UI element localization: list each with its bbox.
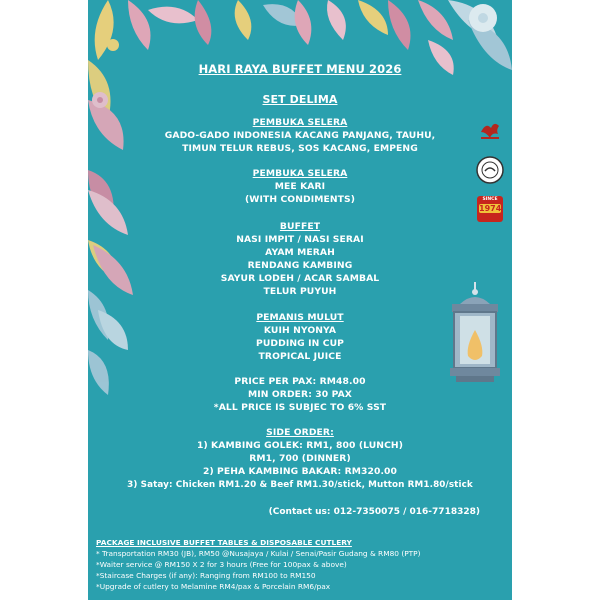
package-heading: PACKAGE INCLUSIVE BUFFET TABLES & DISPOSABLE CUTLERY — [96, 538, 352, 547]
section-heading: PEMANIS MULUT — [256, 312, 344, 323]
package-note: * Transportation RM30 (JB), RM50 @Nusajaya / Kulai / Senai/Pasir Gudang & RM80 (PTP) — [96, 549, 421, 558]
side-order-item: 1) KAMBING GOLEK: RM1, 800 (LUNCH) — [196, 440, 404, 451]
min-order: MIN ORDER: 30 PAX — [248, 389, 352, 400]
menu-poster — [88, 0, 512, 600]
side-order-item: RM1, 700 (DINNER) — [249, 453, 351, 464]
menu-item: MEE KARI — [274, 181, 326, 192]
badge-since-text: SINCE — [482, 197, 498, 202]
menu-item: PUDDING IN CUP — [256, 338, 344, 349]
section-heading: PEMBUKA SELERA — [252, 168, 348, 179]
sst-note: *ALL PRICE IS SUBJEC TO 6% SST — [213, 402, 387, 413]
menu-item: AYAM MERAH — [265, 247, 335, 258]
package-note: *Upgrade of cutlery to Melamine RM4/pax & Porcelain RM6/pax — [96, 582, 331, 591]
set-name: SET DELIMA — [262, 93, 338, 106]
menu-item: SAYUR LODEH / ACAR SAMBAL — [220, 273, 380, 284]
side-order-item: 2) PEHA KAMBING BAKAR: RM320.00 — [202, 466, 398, 477]
menu-title: HARI RAYA BUFFET MENU 2026 — [198, 62, 402, 76]
menu-item: NASI IMPIT / NASI SERAI — [236, 234, 364, 245]
price-per-pax: PRICE PER PAX: RM48.00 — [234, 376, 366, 387]
contact-info: (Contact us: 012-7350075 / 016-7718328) — [268, 507, 480, 517]
menu-item: RENDANG KAMBING — [247, 260, 353, 271]
side-order-heading: SIDE ORDER: — [266, 427, 334, 438]
package-note: *Staircase Charges (if any): Ranging from RM100 to RM150 — [96, 571, 316, 580]
menu-item: GADO-GADO INDONESIA KACANG PANJANG, TAUHU, — [164, 130, 436, 141]
package-note: *Waiter service @ RM150 X 2 for 3 hours (Free for 100pax & above) — [96, 560, 347, 569]
menu-item: KUIH NYONYA — [263, 325, 337, 336]
side-order-item: 3) Satay: Chicken RM1.20 & Beef RM1.30/stick, Mutton RM1.80/stick — [127, 480, 473, 490]
menu-item: TELUR PUYUH — [263, 286, 337, 297]
menu-item: (WITH CONDIMENTS) — [244, 194, 356, 205]
section-heading: PEMBUKA SELERA — [252, 117, 348, 128]
menu-item: TIMUN TELUR REBUS, SOS KACANG, EMPENG — [182, 143, 418, 154]
section-heading: BUFFET — [279, 221, 321, 232]
badge-year-text: 1974 — [479, 204, 502, 213]
menu-item: TROPICAL JUICE — [258, 351, 342, 362]
